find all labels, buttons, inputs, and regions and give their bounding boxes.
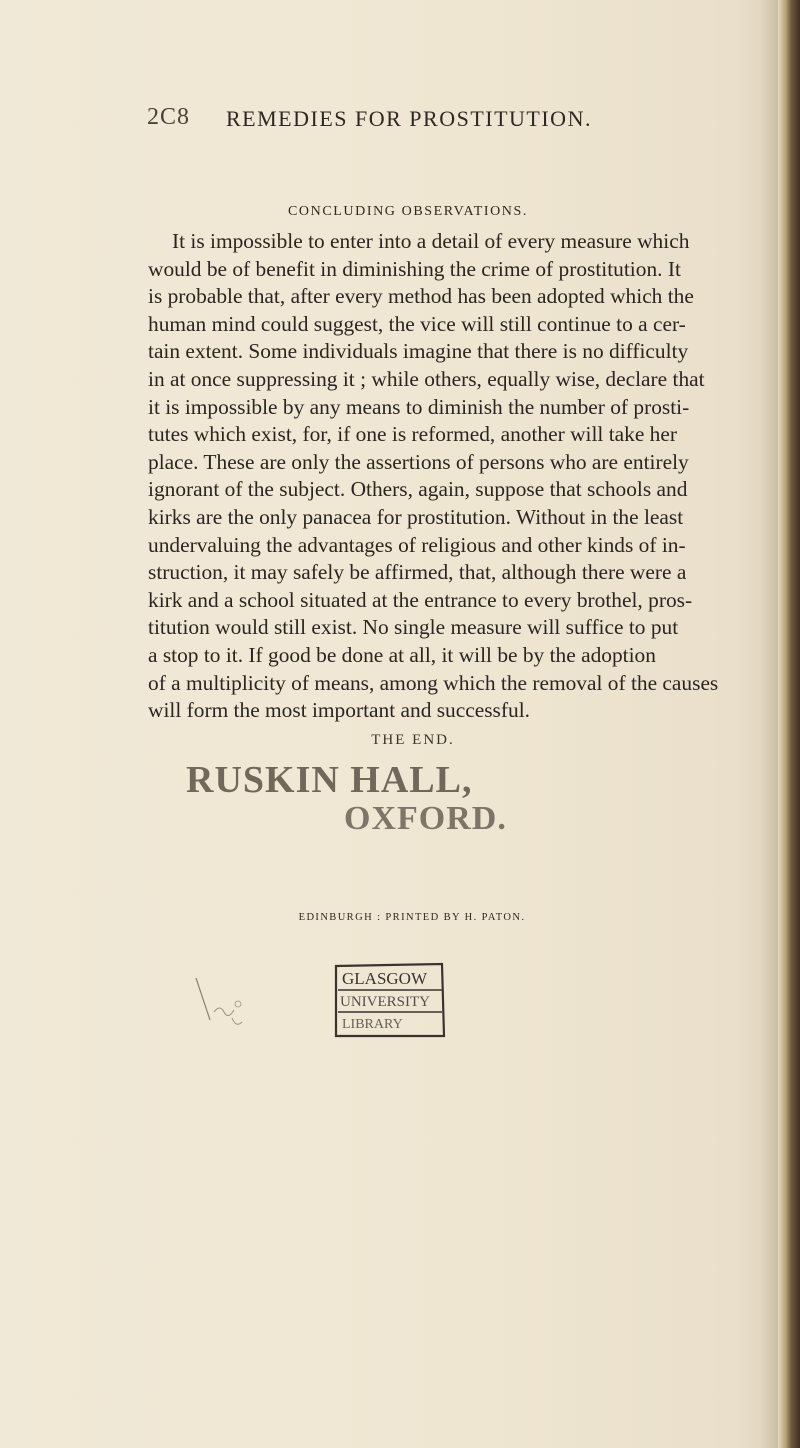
text-line: tutes which exist, for, if one is reformed, another will take her (148, 422, 677, 447)
text-line: would be of benefit in diminishing the crime of prostitution. It (148, 256, 681, 281)
library-stamp-line2: UNIVERSITY (340, 994, 430, 1010)
text-line: struction, it may safely be affirmed, that, although there were a (148, 560, 687, 585)
text-line: titution would still exist. No single measure will suffice to put (148, 615, 679, 640)
text-line: of a multiplicity of means, among which the removal of the causes (148, 670, 719, 695)
pencil-marks (192, 968, 262, 1028)
text-line: human mind could suggest, the vice will still continue to a cer- (148, 311, 686, 336)
page-number: 2C8 (147, 104, 191, 130)
stamp-line-oxford: OXFORD. (344, 800, 507, 837)
body-paragraph (148, 228, 778, 725)
section-heading: CONCLUDING OBSERVATIONS. (287, 204, 529, 219)
running-title: REMEDIES FOR PROSTITUTION. (226, 106, 592, 131)
library-stamp-line3: LIBRARY (342, 1017, 403, 1032)
stamp-line-ruskin-hall: RUSKIN HALL, (186, 759, 473, 801)
the-end-caption: THE END. (371, 732, 455, 748)
text-line: kirk and a school situated at the entrance to every brothel, pros- (148, 587, 693, 612)
running-head (0, 104, 800, 144)
ownership-stamp (186, 758, 506, 838)
text-line: ignorant of the subject. Others, again, suppose that schools and (148, 477, 688, 502)
library-stamp-line1: GLASGOW (342, 969, 427, 988)
text-line: kirks are the only panacea for prostitution. Without in the least (148, 504, 684, 529)
text-line: It is impossible to enter into a detail of every measure which (172, 229, 690, 253)
text-line: is probable that, after every method has been adopted which the (148, 284, 694, 309)
text-line: it is impossible by any means to diminish the number of prosti- (148, 394, 690, 419)
text-line: will form the most important and successful. (148, 698, 530, 723)
text-line: tain extent. Some individuals imagine that there is no difficulty (148, 339, 689, 364)
text-line: in at once suppressing it ; while others, equally wise, declare that (148, 366, 705, 391)
text-line: undervaluing the advantages of religious and other kinds of in- (148, 532, 686, 557)
printer-imprint: EDINBURGH : PRINTED BY H. PATON. (298, 912, 526, 923)
glasgow-university-library-stamp (330, 960, 448, 1040)
text-line: a stop to it. If good be done at all, it will be by the adoption (148, 642, 656, 667)
text-line: place. These are only the assertions of persons who are entirely (148, 449, 689, 474)
